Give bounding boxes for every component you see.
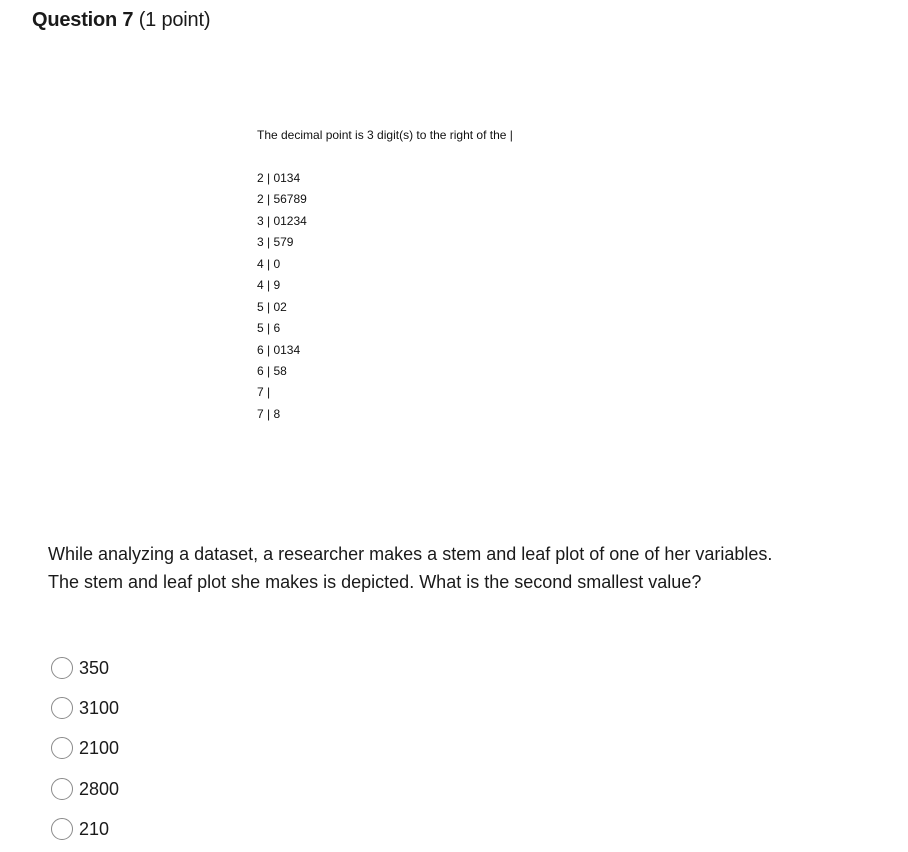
radio-button[interactable]: [51, 778, 73, 800]
radio-button[interactable]: [51, 737, 73, 759]
answer-option[interactable]: [51, 648, 119, 688]
radio-button[interactable]: [51, 818, 73, 840]
stem-leaf-row: 5 | 6: [257, 321, 281, 336]
question-title: Question 7: [32, 9, 134, 31]
answer-option-label[interactable]: 2800: [79, 778, 120, 799]
stem-leaf-note: The decimal point is 3 digit(s) to the right of the |: [257, 128, 513, 142]
question-points: (1 point): [138, 9, 211, 31]
answer-option-label[interactable]: 210: [79, 818, 110, 839]
stem-leaf-row: 3 | 01234: [257, 213, 307, 228]
radio-button[interactable]: [51, 697, 73, 719]
stem-leaf-row: 4 | 0: [257, 256, 281, 271]
answer-option[interactable]: [51, 728, 119, 768]
radio-button[interactable]: [51, 657, 73, 679]
stem-leaf-row: 7 | 8: [257, 406, 281, 421]
answer-option[interactable]: [51, 769, 119, 809]
answer-option[interactable]: [51, 809, 119, 849]
stem-leaf-row: 4 | 9: [257, 278, 281, 293]
answer-option-label[interactable]: 350: [79, 658, 110, 679]
stem-leaf-rows: [257, 169, 307, 426]
stem-leaf-row: 5 | 02: [257, 299, 287, 314]
stem-leaf-figure: [257, 126, 513, 421]
stem-leaf-row: 3 | 579: [257, 235, 294, 250]
answer-options: [51, 648, 119, 849]
stem-leaf-row: 2 | 0134: [257, 171, 301, 185]
stem-leaf-row: 7 |: [257, 385, 271, 400]
stem-leaf-row: 2 | 56789: [257, 192, 307, 207]
answer-option-label[interactable]: 3100: [79, 698, 120, 719]
answer-option[interactable]: [51, 688, 119, 728]
question-header: [32, 6, 210, 34]
question-prompt: While analyzing a dataset, a researcher makes a stem and leaf plot of one of her variables. The stem and leaf plot she makes is depicted. What is the second smallest value?: [48, 544, 773, 592]
stem-leaf-row: 6 | 0134: [257, 342, 301, 357]
answer-option-label[interactable]: 2100: [79, 738, 120, 759]
stem-leaf-row: 6 | 58: [257, 363, 287, 378]
